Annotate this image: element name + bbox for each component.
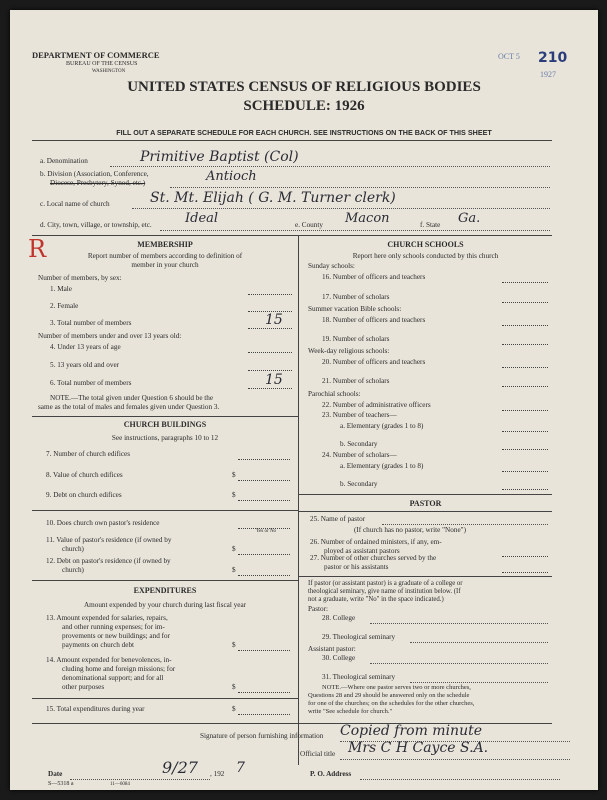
q1-male-label: 1. Male [50,285,72,293]
official-title-value: Mrs C H Cayce S.A. [348,740,489,756]
city-line [160,230,550,231]
q21-answer[interactable] [502,386,548,387]
q20-label: 20. Number of officers and teachers [322,358,426,366]
q23b-answer[interactable] [502,449,548,450]
q4-under13-label: 4. Under 13 years of age [50,343,121,351]
pastor-heading: Pastor: [308,605,328,613]
q8-dollar: $ [232,471,236,479]
q15-answer[interactable] [238,714,290,715]
buildings-sub: See instructions, paragraphs 10 to 12 [111,434,219,442]
pastor-note-1: NOTE.—Where one pastor serves two or more churches, [322,684,471,691]
pastor-title-rule [299,511,552,512]
q6-total-label: 6. Total number of members [50,379,132,387]
church-name-value: St. Mt. Elijah ( G. M. Turner clerk) [150,190,396,206]
instructions-rule [32,140,552,141]
q30-label: 30. College [322,654,356,662]
city-label: d. City, town, village, or township, etc. [40,221,152,229]
q24b-answer[interactable] [502,489,548,490]
q19-answer[interactable] [502,344,548,345]
city-value: Ideal [185,211,219,226]
membership-rule [32,416,298,417]
summer-heading: Summer vacation Bible schools: [308,305,402,313]
top-rule [32,235,552,236]
q5-13over-label: 5. 13 years old and over [50,361,120,369]
q16-answer[interactable] [502,282,548,283]
yes-no-hint: Yes or No [256,529,277,534]
graduate-note-1: If pastor (or assistant pastor) is a graduate of a college or [308,580,463,587]
q21-label: 21. Number of scholars [322,377,390,385]
pastor-note-3: for one of the churches; on the schedules for the other churches, [308,700,475,707]
q4-under13-answer[interactable] [248,352,292,353]
q3-total-label: 3. Total number of members [50,319,132,327]
q6-total-value: 15 [265,372,283,388]
expenditures-sub: Amount expended by your church during last fiscal year [83,601,247,609]
form-code: S—5318 a [48,781,74,787]
q13-dollar: $ [232,641,236,649]
q9-label: 9. Debt on church edifices [46,491,122,499]
q14-label-3: denominational support; and for all [62,674,164,682]
date-year-printed: , 192 [210,770,225,778]
church-name-label: c. Local name of church [40,200,110,208]
division-line [170,187,550,188]
schedule-title: SCHEDULE: 1926 [243,98,365,114]
q16-label: 16. Number of officers and teachers [322,273,426,281]
q22-answer[interactable] [502,410,548,411]
date-value: 9/27 [162,758,198,777]
q25-note: (If church has no pastor, write "None") [354,526,466,534]
q12-label-2: church) [62,566,84,574]
q29-label: 29. Theological seminary [322,633,396,641]
q11-label-2: church) [62,545,84,553]
q23a-label: a. Elementary (grades 1 to 8) [340,422,424,430]
denomination-value: Primitive Baptist (Col) [140,149,299,165]
q14-dollar: $ [232,683,236,691]
q27-label-1: 27. Number of other churches served by the [310,554,437,562]
members-by-sex-heading: Number of members, by sex: [38,274,122,282]
q30-answer[interactable] [370,663,548,664]
form-title: UNITED STATES CENSUS OF RELIGIOUS BODIES [127,79,481,95]
q9-answer[interactable] [238,500,290,501]
q9-dollar: $ [232,491,236,499]
received-stamp-number: 210 [538,50,568,66]
q13-label-2: and other running expenses; for im- [62,623,165,631]
q18-label: 18. Number of officers and teachers [322,316,426,324]
expenditures-mid-rule [32,698,298,699]
q10-label: 10. Does church own pastor's residence [46,519,160,527]
graduate-note-2: theological seminary, give name of institution below. (If [308,588,461,595]
county-label: e. County [295,221,323,229]
q31-label: 31. Theological seminary [322,673,396,681]
q23-label: 23. Number of teachers— [322,411,397,419]
q28-answer[interactable] [370,623,548,624]
q5-13over-answer[interactable] [248,370,292,371]
q8-answer[interactable] [238,480,290,481]
membership-title: MEMBERSHIP [137,240,193,249]
q27-label-2: pastor or his assistants [324,563,389,571]
date-label: Date [48,770,63,778]
buildings-mid-rule [32,510,298,511]
membership-note-1: NOTE.—The total given under Question 6 should be the [50,394,214,402]
q12-answer[interactable] [238,575,290,576]
official-title-label: Official title [300,750,336,758]
q25-answer[interactable] [382,524,548,525]
q22-label: 22. Number of administrative officers [322,401,431,409]
q1-male-answer[interactable] [248,294,292,295]
q17-label: 17. Number of scholars [322,293,390,301]
po-address-label: P. O. Address [310,770,352,778]
schools-sub: Report here only schools conducted by this church [352,252,499,260]
q25-label: 25. Name of pastor [310,515,366,523]
q15-label: 15. Total expenditures during year [46,705,145,713]
q13-answer[interactable] [238,650,290,651]
denomination-line [110,166,550,167]
red-check-mark: R [28,235,47,263]
q24b-label: b. Secondary [340,480,378,488]
q7-label: 7. Number of church edifices [46,450,131,458]
q13-label-3: provements or new buildings; and for [62,632,170,640]
received-stamp-year: 1927 [540,70,556,79]
schools-rule [299,494,552,495]
q28-label: 28. College [322,614,356,622]
q23b-label: b. Secondary [340,440,378,448]
pastor-title: PASTOR [409,499,442,508]
department-heading: DEPARTMENT OF COMMERCE [32,50,160,60]
q29-answer[interactable] [410,642,548,643]
age-heading: Number of members under and over 13 years old: [38,332,182,340]
schools-title: CHURCH SCHOOLS [387,240,464,249]
sunday-heading: Sunday schools: [308,262,355,270]
state-label: f. State [420,221,441,229]
membership-intro-2: member in your church [131,261,199,269]
q19-label: 19. Number of scholars [322,335,390,343]
census-schedule-sheet [10,10,598,790]
signature-label: Signature of person furnishing information [200,732,324,740]
county-value: Macon [345,211,390,226]
weekday-heading: Week-day religious schools: [308,347,390,355]
q13-label-1: 13. Amount expended for salaries, repairs, [46,614,168,622]
q24-label: 24. Number of scholars— [322,451,397,459]
division-label: b. Division (Association, Conference, [40,170,149,178]
official-title-line[interactable] [340,759,570,760]
q27-answer[interactable] [502,572,548,573]
q14-label-2: cluding home and foreign missions; for [62,665,176,673]
q2-female-label: 2. Female [50,302,79,310]
q14-label-4: other purposes [62,683,105,691]
assistant-heading: Assistant pastor: [308,645,356,653]
state-value: Ga. [458,211,481,226]
q24a-answer[interactable] [502,471,548,472]
q14-answer[interactable] [238,692,290,693]
print-code: 11—6084 [110,782,130,787]
denomination-label: a. Denomination [40,157,88,165]
q23a-answer[interactable] [502,431,548,432]
q12-label-1: 12. Debt on pastor's residence (if owned by [46,557,171,565]
q26-label-2: ployed as assistant pastors [324,547,400,555]
parochial-heading: Parochial schools: [308,390,361,398]
q15-dollar: $ [232,705,236,713]
received-stamp-date: OCT 5 [498,52,520,61]
q20-answer[interactable] [502,367,548,368]
q6-total-answer[interactable] [248,388,292,389]
q11-dollar: $ [232,545,236,553]
q8-label: 8. Value of church edifices [46,471,123,479]
division-label-struck: Diocese, Presbytery, Synod, etc.) [50,179,146,187]
q3-total-answer[interactable] [248,328,292,329]
graduate-note-3: not a graduate, write "No" in the space indicated.) [308,596,444,603]
po-address-line[interactable] [360,779,560,780]
date-year-handwritten: 7 [236,760,245,776]
buildings-title: CHURCH BUILDINGS [123,420,207,429]
pastor-mid-rule [299,576,552,577]
membership-intro-1: Report number of members according to definition of [87,252,243,260]
q11-answer[interactable] [238,554,290,555]
expenditures-title: EXPENDITURES [133,586,197,595]
pastor-note-2: Questions 28 and 29 should be answered only on the schedule [308,692,470,699]
q11-label-1: 11. Value of pastor's residence (if owned by [46,536,172,544]
membership-note-2: same as the total of males and females given under Question 3. [38,403,220,411]
q13-label-4: payments on church debt [62,641,135,649]
q14-label-1: 14. Amount expended for benevolences, in- [46,656,172,664]
q18-answer[interactable] [502,325,548,326]
church-name-line [132,208,550,209]
q26-label-1: 26. Number of ordained ministers, if any, em- [310,538,442,546]
date-line[interactable] [70,779,210,780]
instructions-line: FILL OUT A SEPARATE SCHEDULE FOR EACH CHURCH. SEE INSTRUCTIONS ON THE BACK OF THIS SHEET [116,128,492,137]
bureau-heading: BUREAU OF THE CENSUS [66,61,138,67]
q3-total-value: 15 [265,312,283,328]
signature-value: Copied from minute [340,723,483,739]
division-value: Antioch [206,169,257,184]
q7-answer[interactable] [238,459,290,460]
q24a-label: a. Elementary (grades 1 to 8) [340,462,424,470]
city-heading: WASHINGTON [92,69,126,74]
q26-answer[interactable] [502,556,548,557]
buildings-rule [32,580,298,581]
q17-answer[interactable] [502,302,548,303]
q31-answer[interactable] [410,682,548,683]
q12-dollar: $ [232,566,236,574]
pastor-note-4: write "See schedule for church." [308,708,393,715]
